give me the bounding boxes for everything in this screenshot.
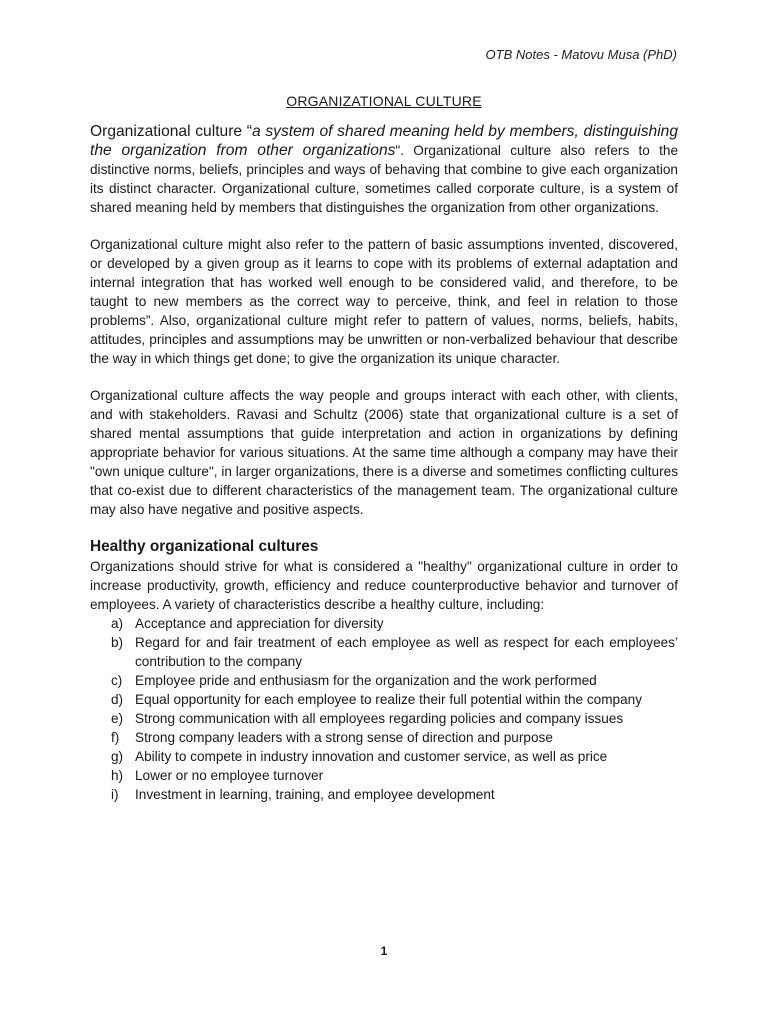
list-item (111, 747, 678, 766)
paragraph-assumptions: Organizational culture might also refer to the pattern of basic assumptions invented, discovered, or developed by a given group as it learns to cope with its problems of external adaptation and internal integration that has worked well enough to be considered valid, and therefore, to be taught to new members as the correct way to perceive, think, and feel in relation to those problems”. Also, organizational culture might refer to pattern of values, norms, beliefs, habits, attitudes, principles and assumptions may be unwritten or non-verbalized behaviour that describe the way in which things get done; to give the organization its unique character. (90, 237, 678, 366)
list-item (111, 709, 678, 728)
document-title: ORGANIZATIONAL CULTURE (286, 93, 482, 109)
list-item-text: Regard for and fair treatment of each employee as well as respect for each employees’ contribution to the company (135, 635, 678, 669)
list-marker: d) (111, 692, 124, 707)
list-item (111, 614, 678, 633)
page-number: 1 (380, 944, 388, 958)
paragraph-interaction: Organizational culture affects the way people and groups interact with each other, with clients, and with stakeholders. Ravasi and Schultz (2006) state that organizational culture is a set of shared mental assumptions that guide interpretation and action in organizations by defining appropriate behavior for various situations. At the same time although a company may have their "own unique culture", in larger organizations, there is a diverse and sometimes conflicting cultures that co-exist due to different characteristics of the management team. The organizational culture may also have negative and positive aspects. (90, 388, 678, 517)
running-header: OTB Notes - Matovu Musa (PhD) (485, 47, 677, 62)
list-marker: e) (111, 711, 124, 726)
definition-quote: a system of shared meaning held by members, distinguishing the organization from other organizations (90, 123, 679, 159)
document-body (90, 122, 678, 804)
list-item (111, 785, 678, 804)
list-item (111, 633, 678, 671)
list-item-text: Lower or no employee turnover (135, 768, 324, 783)
list-item-text: Ability to compete in industry innovation and customer service, as well as price (135, 749, 608, 764)
list-item-text: Investment in learning, training, and employee development (135, 787, 495, 802)
list-item (111, 690, 678, 709)
list-item-text: Strong communication with all employees regarding policies and company issues (135, 711, 624, 726)
list-marker: c) (111, 673, 123, 688)
list-marker: f) (111, 730, 120, 745)
list-item-text: Strong company leaders with a strong sense of direction and purpose (135, 730, 553, 745)
list-marker: b) (111, 635, 124, 650)
section-intro: Organizations should strive for what is considered a "healthy" organizational culture in order to increase productivity, growth, efficiency and reduce counterproductive behavior and turnover of employees. A variety of characteristics describe a healthy culture, including: (90, 559, 678, 612)
characteristics-list (90, 614, 678, 804)
list-item (111, 766, 678, 785)
list-item-text: Employee pride and enthusiasm for the organization and the work performed (135, 673, 597, 688)
list-marker: h) (111, 768, 124, 783)
definition-rest: ". Organizational culture also refers to the distinctive norms, beliefs, principles and ways of behaving that combine to give each organization its distinct character. Organizational culture, sometimes called corporate culture, is a system of shared meaning held by members that distinguishes the organization from other organizations. (90, 143, 679, 215)
list-marker: g) (111, 749, 124, 764)
list-marker: i) (111, 787, 119, 802)
list-item (111, 728, 678, 747)
list-marker: a) (111, 616, 124, 631)
list-item-text: Acceptance and appreciation for diversity (135, 616, 384, 631)
paragraph-definition (90, 122, 678, 217)
definition-lead: Organizational culture “ (90, 123, 252, 140)
list-item-text: Equal opportunity for each employee to realize their full potential within the company (135, 692, 643, 707)
list-item (111, 671, 678, 690)
section-heading: Healthy organizational cultures (90, 538, 319, 555)
